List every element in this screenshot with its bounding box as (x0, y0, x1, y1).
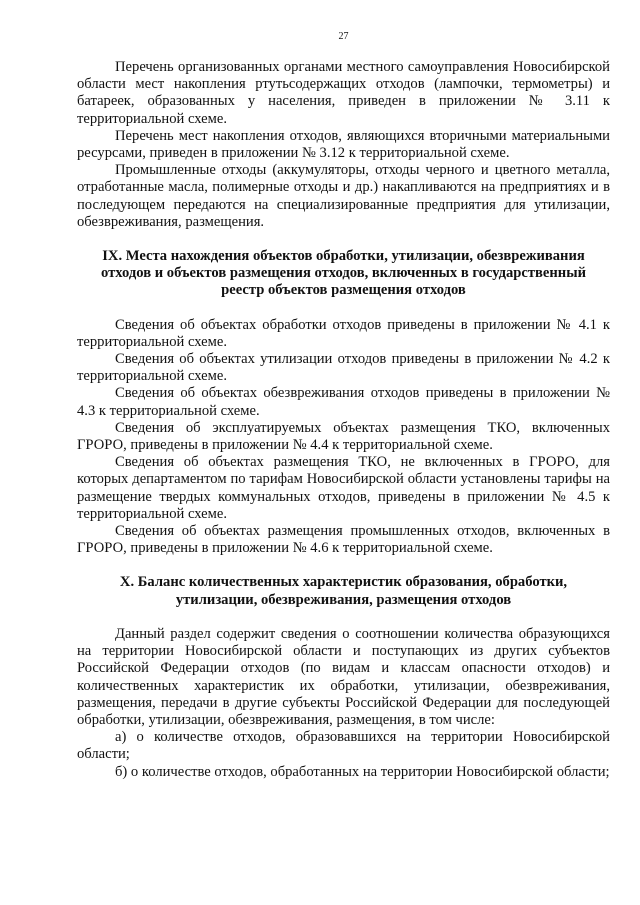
paragraph-tko-placement-groro: Сведения об эксплуатируемых объектах размещения ТКО, включенных ГРОРО, приведены в приложении № 4.4 к территориальной схеме. (77, 419, 610, 454)
paragraph-balance-intro: Данный раздел содержит сведения о соотношении количества образующихся на территории Новосибирской области и поступающих из других субъектов Российской Федерации отходов (по видам и классам опасности отходов) и количественных характеристик их обработки, утилизации, обезвреживания, размещения, передачи в другие субъекты Российской Федерации для последующей обработки, утилизации, обезвреживания, размещения, в том числе: (77, 625, 610, 728)
paragraph-secondary-resources-list: Перечень мест накопления отходов, являющихся вторичными материальными ресурсами, приведен в приложении № 3.12 к территориальной схеме. (77, 127, 610, 162)
paragraph-neutralization-facilities: Сведения об объектах обезвреживания отходов приведены в приложении № 4.3 к территориальной схеме. (77, 385, 610, 419)
paragraph-processing-facilities: Сведения об объектах обработки отходов приведены в приложении № 4.1 к территориальной схеме. (77, 316, 610, 350)
page-number: 27 (338, 31, 349, 42)
document-body (77, 59, 610, 781)
section-9-heading: IX. Места нахождения объектов обработки, утилизации, обезвреживания отходов и объектов размещения отходов, включенных в государственный реестр объектов размещения отходов (101, 248, 586, 299)
paragraph-tko-placement-non-groro: Сведения об объектах размещения ТКО, не включенных в ГРОРО, для которых департаментом по тарифам Новосибирской области установлены тарифы на размещение твердых коммунальных отходов, приведены в приложении № 4.5 к территориальной схеме. (77, 454, 610, 522)
list-item-processed-waste: б) о количестве отходов, обработанных на территории Новосибирской области; (115, 763, 610, 780)
section-10-heading: X. Баланс количественных характеристик образования, обработки, утилизации, обезвреживания, размещения отходов (119, 574, 568, 608)
paragraph-mercury-waste-list: Перечень организованных органами местного самоуправления Новосибирской области мест накопления ртутьсодержащих отходов (лампочки, термометры) и батареек, образованных у населения, приведен в приложении № 3.11 к территориальной схеме. (77, 59, 610, 127)
paragraph-industrial-placement-groro: Сведения об объектах размещения промышленных отходов, включенных в ГРОРО, приведены в приложении № 4.6 к территориальной схеме. (77, 523, 610, 557)
paragraph-industrial-waste: Промышленные отходы (аккумуляторы, отходы черного и цветного металла, отработанные масла, полимерные отходы и др.) накапливаются на предприятиях и в последующем передаются на специализированные предприятия для утилизации, обезвреживания, размещения. (77, 162, 610, 230)
list-item-formed-waste: а) о количестве отходов, образовавшихся на территории Новосибирской области; (77, 729, 610, 763)
paragraph-utilization-facilities: Сведения об объектах утилизации отходов приведены в приложении № 4.2 к территориальной схеме. (77, 351, 610, 385)
